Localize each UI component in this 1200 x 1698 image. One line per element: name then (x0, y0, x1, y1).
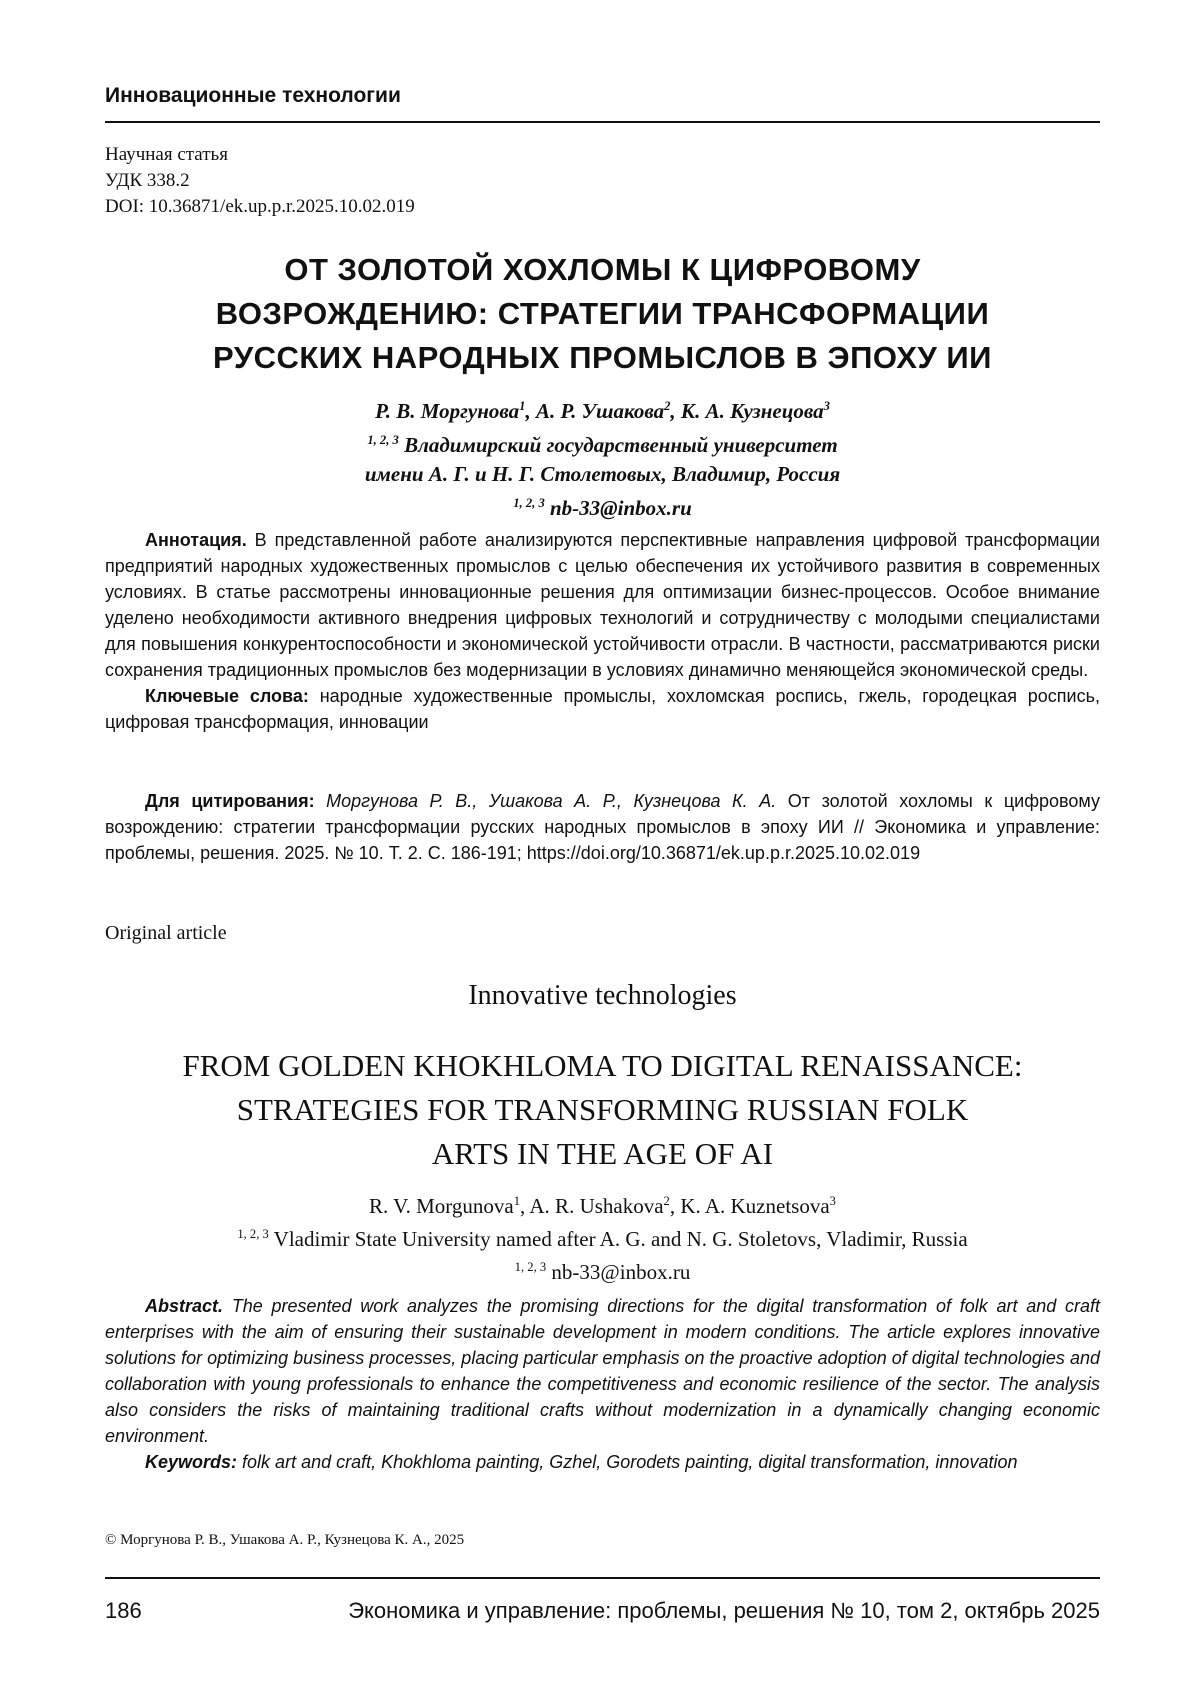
page-footer (105, 1598, 1100, 1624)
ru-keywords-label: Ключевые слова: (145, 686, 309, 706)
en-title-line: STRATEGIES FOR TRANSFORMING RUSSIAN FOLK (105, 1088, 1100, 1132)
ru-keywords-text: народные художественные промыслы, хохломская роспись, гжель, городецкая роспись, цифровая трансформация, инновации (105, 686, 1100, 732)
ru-email-link[interactable]: nb-33@inbox.ru (550, 496, 692, 520)
ru-email: 1, 2, 3 nb-33@inbox.ru (105, 489, 1100, 523)
en-keywords-label: Keywords: (145, 1452, 237, 1472)
citation-authors: Моргунова Р. В., Ушакова А. Р., Кузнецова К. А. (326, 791, 776, 811)
citation-label: Для цитирования: (145, 791, 315, 811)
article-meta (105, 142, 1100, 220)
section-header: Инновационные технологии (105, 84, 1100, 108)
document-page (0, 0, 1200, 1698)
en-authors: R. V. Morgunova1, A. R. Ushakova2, K. A. Kuznetsova3 (105, 1187, 1100, 1220)
ru-abstract-label: Аннотация. (145, 530, 247, 550)
ru-authors-block (105, 392, 1100, 523)
ru-authors: Р. В. Моргунова1, А. Р. Ушакова2, К. А. Кузнецова3 (105, 392, 1100, 426)
udc: УДК 338.2 (105, 168, 1100, 194)
en-authors-block (105, 1187, 1100, 1286)
copyright: © Моргунова Р. В., Ушакова А. Р., Кузнецова К. А., 2025 (105, 1532, 1100, 1549)
footer-rule (105, 1577, 1100, 1579)
en-abstract-label: Abstract. (145, 1296, 223, 1316)
citation-text: От золотой хохломы к цифровому возрождению: стратегии трансформации русских народных промыслов в эпоху ИИ // Экономика и управление: проблемы, решения. 2025. № 10. Т. 2. С. 186-191; https://doi.org/10.36871/ek.up.p.r.2025.10.02.019 (105, 791, 1100, 863)
en-email-link[interactable]: nb-33@inbox.ru (551, 1260, 690, 1284)
ru-affiliation: 1, 2, 3 Владимирский государственный университет (105, 426, 1100, 460)
header-rule (105, 121, 1100, 123)
ru-title-line: РУССКИХ НАРОДНЫХ ПРОМЫСЛОВ В ЭПОХУ ИИ (105, 336, 1100, 380)
citation (105, 788, 1100, 866)
en-abstract (105, 1293, 1100, 1475)
en-affiliation: 1, 2, 3 Vladimir State University named after A. G. and N. G. Stoletovs, Vladimir, Russia (105, 1220, 1100, 1253)
en-section: Innovative technologies (105, 980, 1100, 1012)
journal-info: Экономика и управление: проблемы, решения № 10, том 2, октябрь 2025 (348, 1598, 1100, 1624)
article-type: Научная статья (105, 142, 1100, 168)
en-abstract-text: The presented work analyzes the promising directions for the digital transformation of folk art and craft enterprises with the aim of ensuring their sustainable development in modern conditions. The article explores innovative solutions for optimizing business processes, placing particular emphasis on the proactive adoption of digital technologies and collaboration with young professionals to enhance the competitiveness and economic resilience of the sector. The analysis also considers the risks of maintaining traditional crafts without modernization in a dynamically changing economic environment. (105, 1296, 1100, 1446)
en-title-line: ARTS IN THE AGE OF AI (105, 1132, 1100, 1176)
ru-title-line: ВОЗРОЖДЕНИЮ: СТРАТЕГИИ ТРАНСФОРМАЦИИ (105, 292, 1100, 336)
en-article-type: Original article (105, 922, 1100, 945)
doi: DOI: 10.36871/ek.up.p.r.2025.10.02.019 (105, 194, 1100, 220)
en-title-line: FROM GOLDEN KHOKHLOMA TO DIGITAL RENAISSANCE: (105, 1044, 1100, 1088)
ru-title (105, 248, 1100, 380)
ru-abstract (105, 527, 1100, 735)
ru-title-line: ОТ ЗОЛОТОЙ ХОХЛОМЫ К ЦИФРОВОМУ (105, 248, 1100, 292)
ru-abstract-text: В представленной работе анализируются перспективные направления цифровой трансформации предприятий народных художественных промыслов с целью обеспечения их устойчивого развития в современных условиях. В статье рассмотрены инновационные решения для оптимизации бизнес-процессов. Особое внимание уделено необходимости активного внедрения цифровых технологий и сотрудничеству с молодыми специалистами для повышения конкурентоспособности и экономической устойчивости отрасли. В частности, рассматриваются риски сохранения традиционных промыслов без модернизации в условиях динамично меняющейся экономической среды. (105, 530, 1100, 680)
page-number: 186 (105, 1598, 142, 1624)
en-email: 1, 2, 3 nb-33@inbox.ru (105, 1253, 1100, 1286)
en-keywords-text: folk art and craft, Khokhloma painting, Gzhel, Gorodets painting, digital transformation, innovation (242, 1452, 1017, 1472)
en-title (105, 1044, 1100, 1176)
ru-affiliation-line2: имени А. Г. и Н. Г. Столетовых, Владимир, Россия (105, 460, 1100, 489)
